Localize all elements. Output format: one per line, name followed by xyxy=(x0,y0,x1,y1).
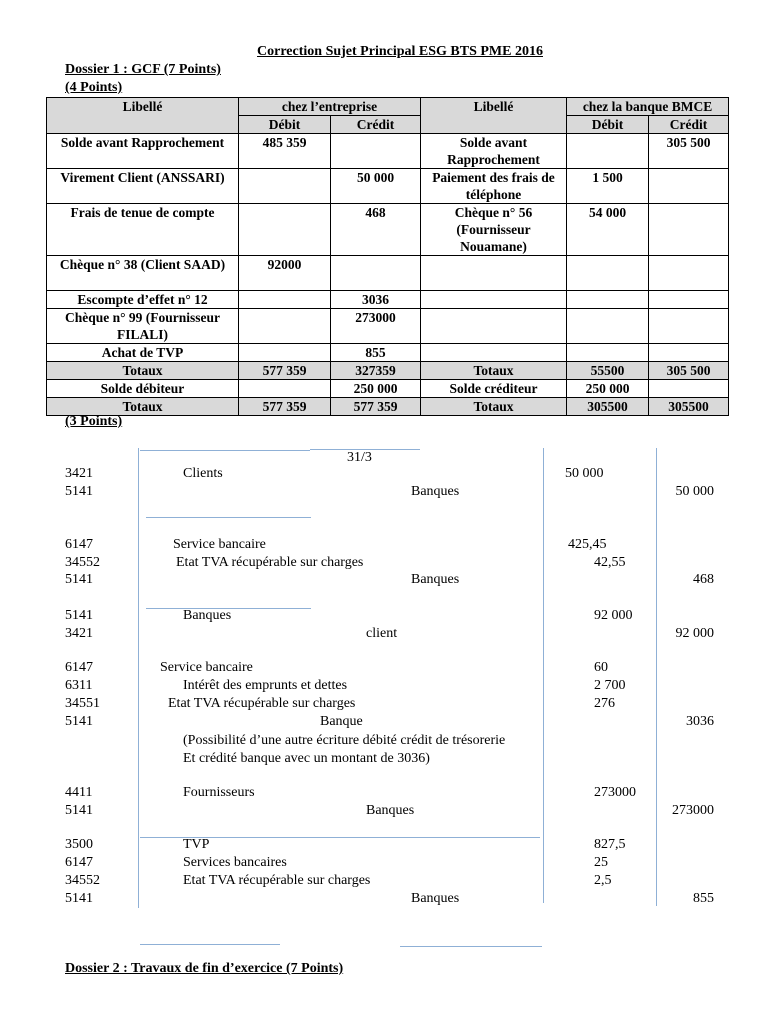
account-label: (Possibilité d’une autre écriture débité crédit de trésorerie xyxy=(183,733,506,748)
libelle-entreprise: Totaux xyxy=(47,398,239,416)
account-label: Banques xyxy=(411,484,460,499)
debit-amount: 2 700 xyxy=(594,678,626,693)
credit-amount: 92 000 xyxy=(675,626,714,641)
account-label: Etat TVA récupérable sur charges xyxy=(183,873,371,888)
account-label: Banque xyxy=(320,714,363,729)
debit-amount: 60 xyxy=(594,660,608,675)
debit-amount: 276 xyxy=(594,696,615,711)
ruling-line xyxy=(543,448,544,903)
libelle-banque: Paiement des frais de téléphone xyxy=(421,169,567,204)
account-number: 5141 xyxy=(65,484,93,499)
ruling-line xyxy=(138,448,139,908)
account-number: 6147 xyxy=(65,660,93,675)
debit-amount: 42,55 xyxy=(594,555,626,570)
account-label: Etat TVA récupérable sur charges xyxy=(168,696,356,711)
libelle-banque: Totaux xyxy=(421,362,567,380)
table-row xyxy=(47,309,729,344)
account-number: 6147 xyxy=(65,855,93,870)
libelle-banque xyxy=(421,344,567,362)
dossier1-heading: Dossier 1 : GCF (7 Points) xyxy=(65,62,221,77)
debit-entreprise xyxy=(239,380,331,398)
page-title: Correction Sujet Principal ESG BTS PME 2016 xyxy=(257,44,543,59)
ruling-line xyxy=(140,944,280,945)
account-number: 3421 xyxy=(65,626,93,641)
credit-banque xyxy=(649,291,729,309)
debit-banque xyxy=(567,291,649,309)
account-number: 3421 xyxy=(65,466,93,481)
ruling-line xyxy=(656,448,657,906)
debit-banque: 54 000 xyxy=(567,204,649,256)
credit-banque: 305500 xyxy=(649,398,729,416)
header-credit-1: Crédit xyxy=(331,116,421,134)
credit-amount: 468 xyxy=(693,572,714,587)
debit-amount: 25 xyxy=(594,855,608,870)
ruling-line xyxy=(400,946,542,947)
debit-entreprise: 92000 xyxy=(239,256,331,291)
rapprochement-table xyxy=(46,97,729,416)
account-label: Et crédité banque avec un montant de 3036) xyxy=(183,751,430,766)
header-debit-1: Débit xyxy=(239,116,331,134)
debit-amount: 827,5 xyxy=(594,837,626,852)
credit-banque xyxy=(649,169,729,204)
account-label: Banques xyxy=(183,608,232,623)
credit-banque xyxy=(649,204,729,256)
debit-banque xyxy=(567,309,649,344)
account-label: client xyxy=(366,626,398,641)
header-banque: chez la banque BMCE xyxy=(567,98,729,116)
debit-entreprise xyxy=(239,204,331,256)
credit-entreprise xyxy=(331,256,421,291)
libelle-entreprise: Virement Client (ANSSARI) xyxy=(47,169,239,204)
account-label: Intérêt des emprunts et dettes xyxy=(183,678,348,693)
journal-date: 31/3 xyxy=(347,450,372,465)
credit-banque xyxy=(649,380,729,398)
credit-entreprise xyxy=(331,134,421,169)
account-number: 5141 xyxy=(65,608,93,623)
credit-banque xyxy=(649,309,729,344)
account-number: 5141 xyxy=(65,891,93,906)
credit-banque xyxy=(649,256,729,291)
account-label: Clients xyxy=(183,466,223,481)
account-label: Service bancaire xyxy=(160,660,253,675)
header-debit-2: Débit xyxy=(567,116,649,134)
debit-entreprise: 577 359 xyxy=(239,398,331,416)
ruling-line xyxy=(140,450,310,451)
ruling-line xyxy=(310,449,420,450)
credit-amount: 273000 xyxy=(672,803,714,818)
account-label: Service bancaire xyxy=(173,537,266,552)
libelle-entreprise: Chèque n° 99 (Fournisseur FILALI) xyxy=(47,309,239,344)
account-label: Banques xyxy=(366,803,415,818)
libelle-entreprise: Achat de TVP xyxy=(47,344,239,362)
account-label: Services bancaires xyxy=(183,855,287,870)
solde-row xyxy=(47,380,729,398)
account-label: Banques xyxy=(411,891,460,906)
debit-banque xyxy=(567,134,649,169)
debit-banque: 250 000 xyxy=(567,380,649,398)
debit-amount: 50 000 xyxy=(565,466,604,481)
credit-entreprise: 327359 xyxy=(331,362,421,380)
libelle-entreprise: Totaux xyxy=(47,362,239,380)
header-credit-2: Crédit xyxy=(649,116,729,134)
libelle-banque: Solde avant Rapprochement xyxy=(421,134,567,169)
ruling-line xyxy=(140,837,540,838)
debit-entreprise: 485 359 xyxy=(239,134,331,169)
credit-amount: 50 000 xyxy=(675,484,714,499)
account-number: 5141 xyxy=(65,803,93,818)
libelle-banque: Solde créditeur xyxy=(421,380,567,398)
debit-amount: 92 000 xyxy=(594,608,633,623)
table-row xyxy=(47,291,729,309)
debit-entreprise xyxy=(239,291,331,309)
libelle-entreprise: Solde débiteur xyxy=(47,380,239,398)
credit-amount: 855 xyxy=(693,891,714,906)
debit-entreprise xyxy=(239,169,331,204)
table-row xyxy=(47,134,729,169)
debit-banque: 55500 xyxy=(567,362,649,380)
account-number: 6311 xyxy=(65,678,93,693)
credit-entreprise: 250 000 xyxy=(331,380,421,398)
header-entreprise: chez l’entreprise xyxy=(239,98,421,116)
account-number: 5141 xyxy=(65,714,93,729)
totals-final-row xyxy=(47,398,729,416)
credit-entreprise: 577 359 xyxy=(331,398,421,416)
debit-banque xyxy=(567,256,649,291)
table-header-row xyxy=(47,98,729,116)
account-label: Banques xyxy=(411,572,460,587)
account-number: 34552 xyxy=(65,873,100,888)
libelle-entreprise: Escompte d’effet n° 12 xyxy=(47,291,239,309)
totals-row xyxy=(47,362,729,380)
libelle-banque xyxy=(421,291,567,309)
account-number: 4411 xyxy=(65,785,93,800)
account-number: 6147 xyxy=(65,537,93,552)
libelle-banque xyxy=(421,309,567,344)
credit-banque xyxy=(649,344,729,362)
header-libelle-1: Libellé xyxy=(47,98,239,134)
account-label: Etat TVA récupérable sur charges xyxy=(176,555,364,570)
points4-heading: (4 Points) xyxy=(65,80,123,95)
credit-banque: 305 500 xyxy=(649,134,729,169)
debit-banque: 305500 xyxy=(567,398,649,416)
debit-entreprise xyxy=(239,309,331,344)
debit-entreprise xyxy=(239,344,331,362)
libelle-banque: Totaux xyxy=(421,398,567,416)
libelle-banque: Chèque n° 56 (Fournisseur Nouamane) xyxy=(421,204,567,256)
table-row xyxy=(47,344,729,362)
credit-entreprise: 855 xyxy=(331,344,421,362)
credit-entreprise: 50 000 xyxy=(331,169,421,204)
debit-amount: 425,45 xyxy=(568,537,607,552)
credit-entreprise: 3036 xyxy=(331,291,421,309)
libelle-entreprise: Chèque n° 38 (Client SAAD) xyxy=(47,256,239,291)
credit-banque: 305 500 xyxy=(649,362,729,380)
table-row xyxy=(47,204,729,256)
header-libelle-2: Libellé xyxy=(421,98,567,134)
table-row xyxy=(47,256,729,291)
libelle-entreprise: Solde avant Rapprochement xyxy=(47,134,239,169)
account-number: 34551 xyxy=(65,696,100,711)
debit-entreprise: 577 359 xyxy=(239,362,331,380)
debit-amount: 273000 xyxy=(594,785,636,800)
debit-amount: 2,5 xyxy=(594,873,612,888)
account-number: 5141 xyxy=(65,572,93,587)
debit-banque: 1 500 xyxy=(567,169,649,204)
ruling-line xyxy=(146,608,311,609)
table-row xyxy=(47,169,729,204)
credit-entreprise: 468 xyxy=(331,204,421,256)
libelle-entreprise: Frais de tenue de compte xyxy=(47,204,239,256)
account-number: 3500 xyxy=(65,837,93,852)
account-label: Fournisseurs xyxy=(183,785,255,800)
credit-entreprise: 273000 xyxy=(331,309,421,344)
debit-banque xyxy=(567,344,649,362)
dossier2-heading: Dossier 2 : Travaux de fin d’exercice (7 Points) xyxy=(65,961,344,976)
ruling-line xyxy=(146,517,311,518)
account-label: TVP xyxy=(183,837,210,852)
points3-heading: (3 Points) xyxy=(65,414,123,429)
account-number: 34552 xyxy=(65,555,100,570)
credit-amount: 3036 xyxy=(686,714,714,729)
libelle-banque xyxy=(421,256,567,291)
